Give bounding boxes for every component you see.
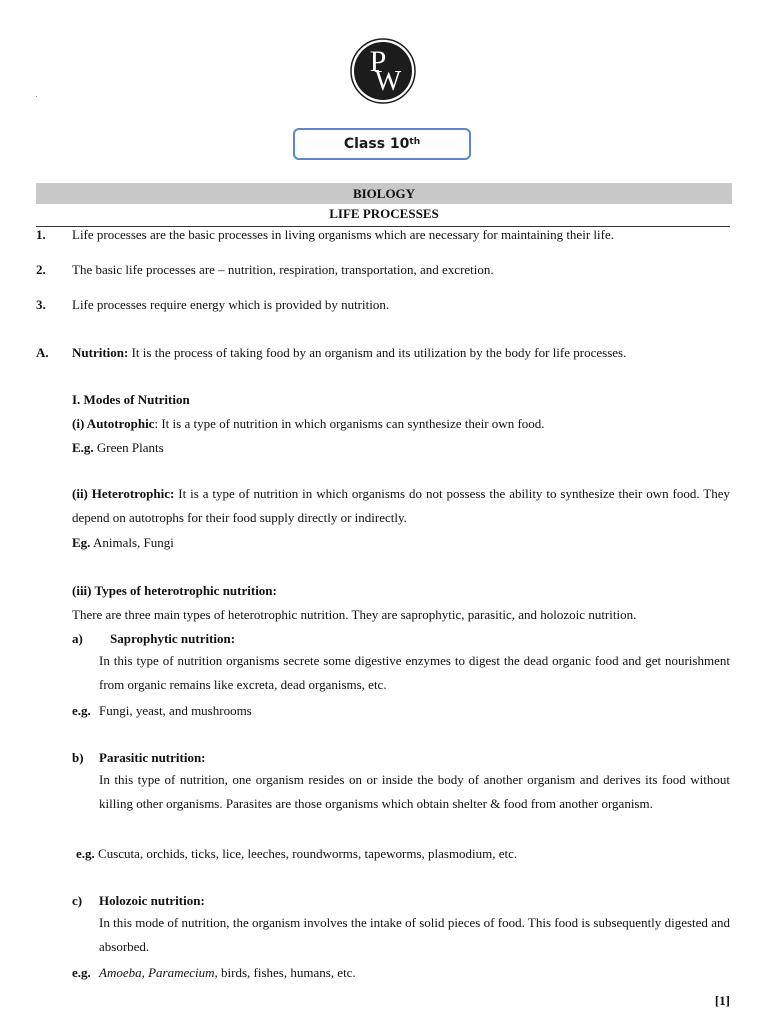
example-italic: Amoeba, Paramecium, xyxy=(99,965,218,980)
point-text: The basic life processes are – nutrition, respiration, transportation, and excretion. xyxy=(72,262,494,277)
example-text: Cuscuta, orchids, ticks, lice, leeches, roundworms, tapeworms, plasmodium, etc. xyxy=(94,846,518,861)
parasitic-paragraph: In this type of nutrition, one organism resides on or inside the body of another organism and derives its food without killing other organisms. Parasites are those organisms which obtain shelter & food from another organism. xyxy=(99,772,730,811)
section-a-line xyxy=(72,345,626,361)
parasitic-example xyxy=(76,846,517,862)
autotrophic-definition: : It is a type of nutrition in which organisms can synthesize their own food. xyxy=(154,416,545,431)
holozoic-example xyxy=(99,965,356,981)
nutrition-term: Nutrition: xyxy=(72,345,129,360)
example-text: Animals, Fungi xyxy=(90,535,174,550)
point-number: 2. xyxy=(36,262,46,277)
point-text: Life processes are the basic processes in living organisms which are necessary for maintaining their life. xyxy=(72,227,614,242)
class-badge xyxy=(293,128,471,160)
autotrophic-example xyxy=(72,440,164,456)
saprophytic-example: Fungi, yeast, and mushrooms xyxy=(99,703,252,718)
heterotrophic-paragraph xyxy=(72,482,730,530)
example-label: e.g. xyxy=(72,703,91,718)
heterotrophic-term: (ii) Heterotrophic: xyxy=(72,486,175,501)
nutrition-definition: It is the process of taking food by an organism and its utilization by the body for life processes. xyxy=(128,345,627,360)
example-label: e.g. xyxy=(72,965,91,980)
example-label: e.g. xyxy=(76,846,95,861)
point-number: 3. xyxy=(36,297,46,312)
saprophytic-heading: Saprophytic nutrition: xyxy=(110,631,236,646)
holozoic-heading: Holozoic nutrition: xyxy=(99,893,205,908)
point-number: 1. xyxy=(36,227,46,242)
parasitic-heading: Parasitic nutrition: xyxy=(99,750,206,765)
pw-logo-icon xyxy=(350,38,416,104)
types-heading: (iii) Types of heterotrophic nutrition: xyxy=(72,583,277,598)
chapter-heading xyxy=(36,203,732,225)
modes-heading: I. Modes of Nutrition xyxy=(72,392,190,407)
svg-text:P: P xyxy=(369,45,387,78)
subject-title: BIOLOGY xyxy=(352,185,416,201)
page-number: [1] xyxy=(714,993,730,1008)
example-text: birds, fishes, humans, etc. xyxy=(217,965,356,980)
heterotrophic-definition: It is a type of nutrition in which organisms do not possess the ability to synthesize their own food. They depend on autotrophs for their food supply directly or indirectly. xyxy=(72,486,730,525)
autotrophic-term: (i) Autotrophic xyxy=(72,416,155,431)
class-label: Class 10 xyxy=(343,136,410,152)
autotrophic-line xyxy=(72,416,545,432)
item-label: a) xyxy=(72,631,83,646)
types-intro: There are three main types of heterotrophic nutrition. They are saprophytic, parasitic, and holozoic nutrition. xyxy=(72,607,637,622)
point-text: Life processes require energy which is provided by nutrition. xyxy=(72,297,390,312)
subject-heading xyxy=(36,183,732,204)
example-text: Green Plants xyxy=(93,440,164,455)
class-suffix: th xyxy=(409,137,421,147)
stray-mark xyxy=(36,96,37,97)
svg-text:W: W xyxy=(374,66,402,97)
chapter-title: LIFE PROCESSES xyxy=(329,206,439,221)
section-number: A. xyxy=(36,345,49,360)
example-label: Eg. xyxy=(72,535,91,550)
saprophytic-paragraph: In this type of nutrition organisms secrete some digestive enzymes to digest the dead organic food and get nourishment from organic remains like excreta, dead organisms, etc. xyxy=(99,653,730,692)
item-label: b) xyxy=(72,750,84,765)
heterotrophic-example xyxy=(72,535,174,551)
example-label: E.g. xyxy=(72,440,94,455)
holozoic-paragraph: In this mode of nutrition, the organism involves the intake of solid pieces of food. This food is subsequently digested and absorbed. xyxy=(99,915,730,954)
item-label: c) xyxy=(72,893,83,908)
